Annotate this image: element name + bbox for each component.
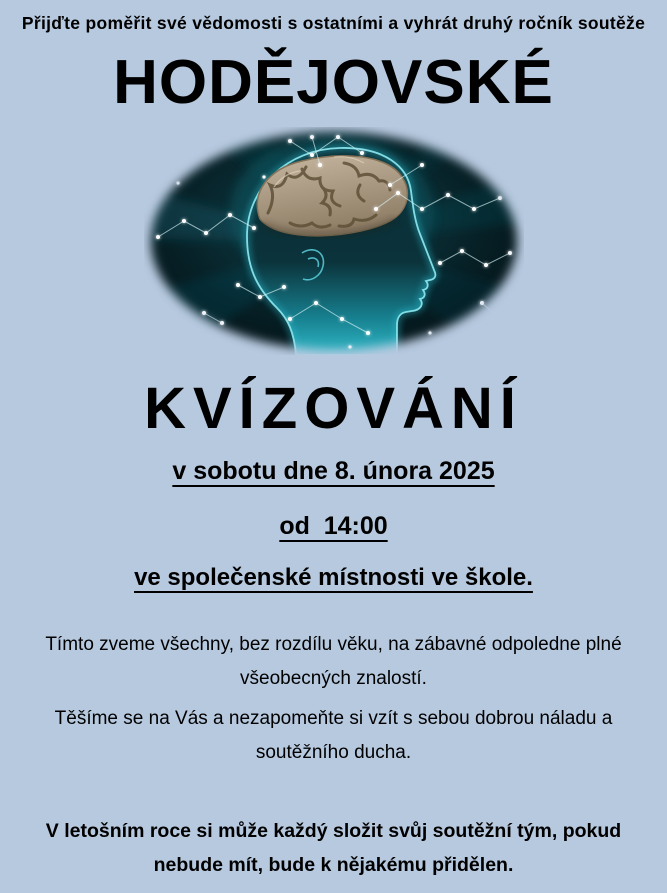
team-info-paragraph-line-2: nebude mít, bude k nějakému přidělen.	[153, 854, 514, 877]
looking-forward-paragraph-line-2: soutěžního ducha.	[255, 742, 412, 764]
brain-head-illustration-svg	[144, 127, 524, 355]
event-date: v sobotu dne 8. února 2025	[172, 457, 495, 486]
invitation-paragraph-line-1: Tímto zveme všechny, bez rozdílu věku, na zábavné odpoledne plné	[45, 634, 622, 656]
looking-forward-paragraph-line-1: Těšíme se na Vás a nezapomeňte si vzít s sebou dobrou náladu a	[54, 708, 613, 730]
event-place: ve společenské místnosti ve škole.	[134, 564, 533, 592]
invitation-paragraph-line-2: všeobecných znalostí.	[240, 668, 427, 690]
team-info-paragraph	[0, 814, 667, 882]
event-time: od 14:00	[279, 512, 388, 541]
team-info-paragraph-line-1: V letošním roce si může každý složit svůj soutěžní tým, pokud	[45, 820, 622, 843]
poster-secondary-title: KVÍZOVÁNÍ	[144, 376, 523, 442]
invitation-paragraph	[0, 628, 667, 696]
poster-tagline: Přijďte poměřit své vědomosti s ostatními a vyhrát druhý ročník soutěže	[21, 13, 646, 33]
poster-main-title: HODĚJOVSKÉ	[113, 48, 554, 117]
looking-forward-paragraph	[0, 702, 667, 770]
brain-head-image	[144, 127, 524, 355]
